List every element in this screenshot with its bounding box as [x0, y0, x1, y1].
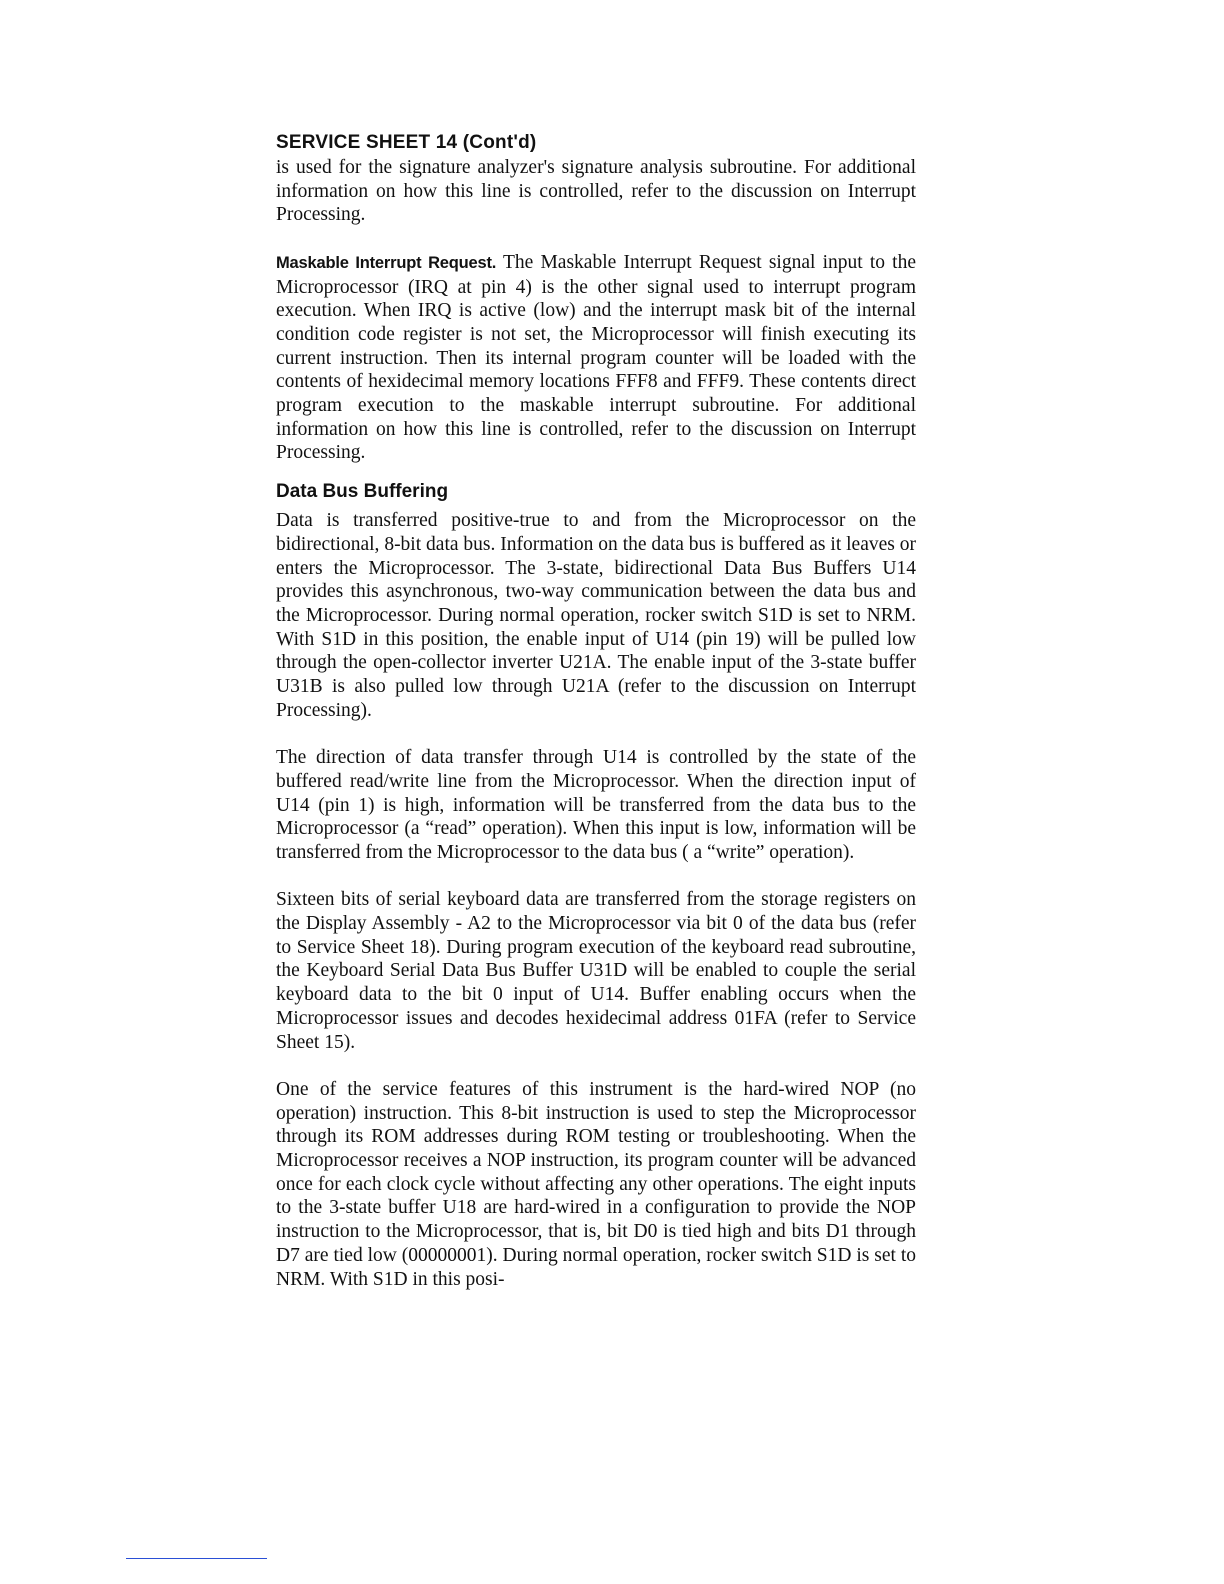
section-heading-data-bus-buffering: Data Bus Buffering: [276, 481, 449, 503]
document-page: [276, 130, 916, 1291]
paragraph-transfer-direction: The direction of data transfer through U14 is controlled by the state of the buffered read/write line from the Microprocessor. When the direction input of U14 (pin 1) is high, information will be transferred from the data bus to the Microprocessor (a “read” operation). When this input is low, information will be transferred from the Microprocessor to the data bus ( a “write” operation).: [276, 747, 916, 863]
paragraph-signature-analysis: is used for the signature analyzer's signature analysis subroutine. For additional information on how this line is controlled, refer to the discussion on Interrupt Processing.: [276, 157, 916, 226]
paragraph-keyboard-data: Sixteen bits of serial keyboard data are transferred from the storage registers on the Display Assembly - A2 to the Microprocessor via bit 0 of the data bus (refer to Service Sheet 18). During program execution of the keyboard read subroutine, the Keyboard Serial Data Bus Buffer U31D will be enabled to couple the serial keyboard data to the bit 0 input of U14. Buffer enabling occurs when the Microprocessor issues and decodes hexidecimal address 01FA (refer to Service Sheet 15).: [276, 889, 916, 1053]
paragraph-maskable-interrupt-body: The Maskable Interrupt Request signal input to the Microprocessor (IRQ at pin 4) is the other signal used to interrupt program execution. When IRQ is active (low) and the interrupt mask bit of the internal condition code register is not set, the Microprocessor will finish executing its current instruction. Then its internal program counter will be loaded with the contents of hexidecimal memory locations FFF8 and FFF9. These contents direct program execution to the maskable interrupt subroutine. For additional information on how this line is controlled, refer to the discussion on Interrupt Processing.: [276, 251, 916, 464]
footer-rule: [126, 1558, 267, 1559]
paragraph-data-transfer: Data is transferred positive-true to and from the Microprocessor on the bidirectional, 8-bit data bus. Information on the data bus is buffered as it leaves or enters the Microprocessor. The 3-state, bidirectional Data Bus Buffers U14 provides this asynchronous, two-way communication between the data bus and the Microprocessor. During normal operation, rocker switch S1D is set to NRM. With S1D in this position, the enable input of U14 (pin 19) will be pulled low through the open-collector inverter U21A. The enable input of the 3-state buffer U31B is also pulled low through U21A (refer to the discussion on Interrupt Processing).: [276, 510, 916, 721]
paragraph-maskable-interrupt: [276, 251, 916, 465]
paragraph-nop-instruction: One of the service features of this instrument is the hard-wired NOP (no operation) instruction. This 8-bit instruction is used to step the Microprocessor through its ROM addresses during ROM testing or troubleshooting. When the Microprocessor receives a NOP instruction, its program counter will be advanced once for each clock cycle without affecting any other operations. The eight inputs to the 3-state buffer U18 are hard-wired in a configuration to provide the NOP instruction to the Microprocessor, that is, bit D0 is tied high and bits D1 through D7 are tied low (00000001). During normal operation, rocker switch S1D is set to NRM. With S1D in this posi-: [276, 1078, 916, 1290]
run-in-heading-maskable-interrupt: Maskable Interrupt Request.: [276, 253, 497, 272]
service-sheet-header: SERVICE SHEET 14 (Cont'd): [276, 132, 537, 153]
